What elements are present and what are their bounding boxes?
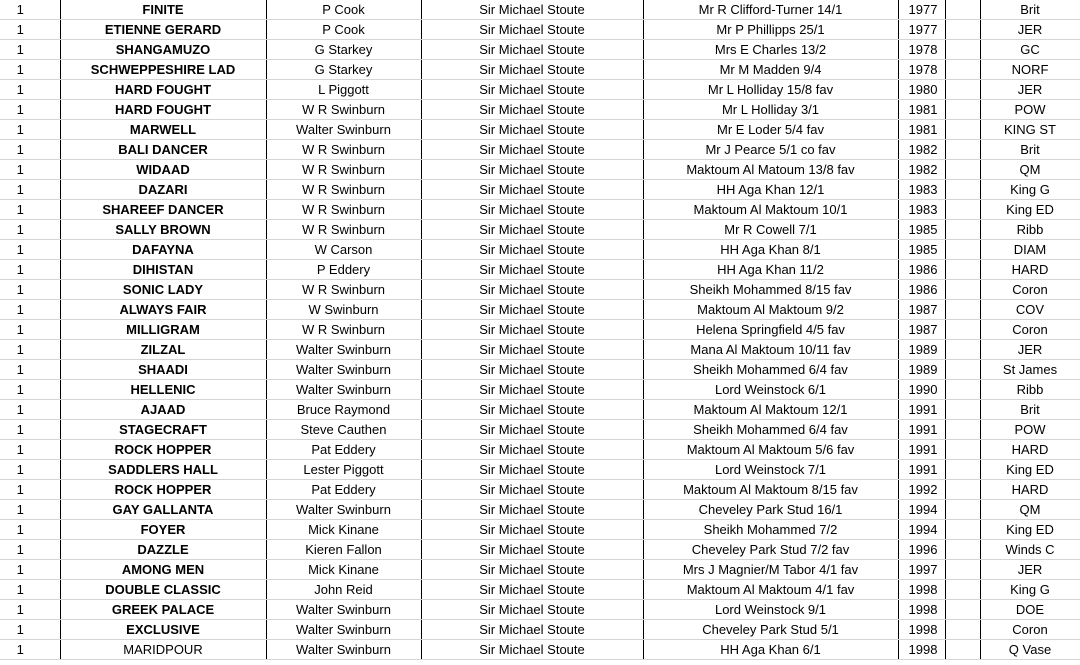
empty-cell[interactable] <box>945 120 980 140</box>
position-cell[interactable]: 1 <box>0 80 60 100</box>
jockey-cell[interactable]: W Swinburn <box>266 300 421 320</box>
table-row <box>0 80 1080 100</box>
owner-odds-cell[interactable]: Maktoum Al Maktoum 4/1 fav <box>643 580 898 600</box>
race-cell[interactable]: KING ST <box>980 120 1080 140</box>
position-cell[interactable]: 1 <box>0 380 60 400</box>
table-row <box>0 520 1080 540</box>
horse-cell[interactable]: SHANGAMUZO <box>60 40 266 60</box>
table-row <box>0 100 1080 120</box>
horse-cell[interactable]: DAFAYNA <box>60 240 266 260</box>
trainer-cell[interactable]: Sir Michael Stoute <box>421 620 643 640</box>
jockey-cell[interactable]: W R Swinburn <box>266 200 421 220</box>
owner-odds-cell[interactable]: Mr L Holliday 3/1 <box>643 100 898 120</box>
owner-odds-cell[interactable]: HH Aga Khan 6/1 <box>643 640 898 660</box>
trainer-cell[interactable]: Sir Michael Stoute <box>421 120 643 140</box>
trainer-cell[interactable]: Sir Michael Stoute <box>421 60 643 80</box>
empty-cell[interactable] <box>945 180 980 200</box>
horse-cell[interactable]: SCHWEPPESHIRE LAD <box>60 60 266 80</box>
jockey-cell[interactable]: John Reid <box>266 580 421 600</box>
jockey-cell[interactable]: W R Swinburn <box>266 320 421 340</box>
owner-odds-cell[interactable]: Sheikh Mohammed 7/2 <box>643 520 898 540</box>
empty-cell[interactable] <box>945 460 980 480</box>
empty-cell[interactable] <box>945 240 980 260</box>
table-row <box>0 400 1080 420</box>
year-cell[interactable]: 1991 <box>898 420 945 440</box>
horse-cell[interactable]: ROCK HOPPER <box>60 440 266 460</box>
owner-odds-cell[interactable]: Mrs E Charles 13/2 <box>643 40 898 60</box>
horse-cell[interactable]: MILLIGRAM <box>60 320 266 340</box>
table-row <box>0 560 1080 580</box>
empty-cell[interactable] <box>945 100 980 120</box>
owner-odds-cell[interactable]: Mr L Holliday 15/8 fav <box>643 80 898 100</box>
trainer-cell[interactable]: Sir Michael Stoute <box>421 20 643 40</box>
empty-cell[interactable] <box>945 480 980 500</box>
horse-cell[interactable]: HELLENIC <box>60 380 266 400</box>
owner-odds-cell[interactable]: Mana Al Maktoum 10/11 fav <box>643 340 898 360</box>
race-cell[interactable]: Coron <box>980 620 1080 640</box>
position-cell[interactable]: 1 <box>0 100 60 120</box>
trainer-cell[interactable]: Sir Michael Stoute <box>421 0 643 20</box>
table-row <box>0 300 1080 320</box>
table-row <box>0 240 1080 260</box>
position-cell[interactable]: 1 <box>0 200 60 220</box>
year-cell[interactable]: 1983 <box>898 180 945 200</box>
race-cell[interactable]: DIAM <box>980 240 1080 260</box>
owner-odds-cell[interactable]: HH Aga Khan 8/1 <box>643 240 898 260</box>
horse-cell[interactable]: SADDLERS HALL <box>60 460 266 480</box>
race-cell[interactable]: King ED <box>980 200 1080 220</box>
empty-cell[interactable] <box>945 640 980 660</box>
position-cell[interactable]: 1 <box>0 340 60 360</box>
owner-odds-cell[interactable]: Sheikh Mohammed 8/15 fav <box>643 280 898 300</box>
trainer-cell[interactable]: Sir Michael Stoute <box>421 100 643 120</box>
race-cell[interactable]: QM <box>980 500 1080 520</box>
jockey-cell[interactable]: Walter Swinburn <box>266 380 421 400</box>
position-cell[interactable]: 1 <box>0 640 60 660</box>
horse-cell[interactable]: ETIENNE GERARD <box>60 20 266 40</box>
table-row <box>0 620 1080 640</box>
horse-cell[interactable]: MARIDPOUR <box>60 640 266 660</box>
year-cell[interactable]: 1983 <box>898 200 945 220</box>
position-cell[interactable]: 1 <box>0 520 60 540</box>
year-cell[interactable]: 1981 <box>898 120 945 140</box>
position-cell[interactable]: 1 <box>0 160 60 180</box>
trainer-cell[interactable]: Sir Michael Stoute <box>421 540 643 560</box>
table-row <box>0 380 1080 400</box>
owner-odds-cell[interactable]: Lord Weinstock 7/1 <box>643 460 898 480</box>
owner-odds-cell[interactable]: Mr P Phillipps 25/1 <box>643 20 898 40</box>
trainer-cell[interactable]: Sir Michael Stoute <box>421 640 643 660</box>
empty-cell[interactable] <box>945 20 980 40</box>
year-cell[interactable]: 1998 <box>898 640 945 660</box>
year-cell[interactable]: 1991 <box>898 460 945 480</box>
year-cell[interactable]: 1997 <box>898 560 945 580</box>
position-cell[interactable]: 1 <box>0 40 60 60</box>
empty-cell[interactable] <box>945 320 980 340</box>
year-cell[interactable]: 1981 <box>898 100 945 120</box>
year-cell[interactable]: 1985 <box>898 240 945 260</box>
table-row <box>0 60 1080 80</box>
owner-odds-cell[interactable]: Helena Springfield 4/5 fav <box>643 320 898 340</box>
year-cell[interactable]: 1982 <box>898 160 945 180</box>
owner-odds-cell[interactable]: Mr E Loder 5/4 fav <box>643 120 898 140</box>
jockey-cell[interactable]: Walter Swinburn <box>266 640 421 660</box>
jockey-cell[interactable]: Mick Kinane <box>266 560 421 580</box>
owner-odds-cell[interactable]: Maktoum Al Maktoum 12/1 <box>643 400 898 420</box>
race-cell[interactable]: JER <box>980 20 1080 40</box>
jockey-cell[interactable]: W R Swinburn <box>266 100 421 120</box>
table-row <box>0 640 1080 660</box>
horse-cell[interactable]: FOYER <box>60 520 266 540</box>
race-cell[interactable]: QM <box>980 160 1080 180</box>
year-cell[interactable]: 1977 <box>898 0 945 20</box>
empty-cell[interactable] <box>945 520 980 540</box>
race-cell[interactable]: Ribb <box>980 380 1080 400</box>
horse-cell[interactable]: DIHISTAN <box>60 260 266 280</box>
horse-cell[interactable]: ZILZAL <box>60 340 266 360</box>
position-cell[interactable]: 1 <box>0 120 60 140</box>
table-row <box>0 200 1080 220</box>
position-cell[interactable]: 1 <box>0 60 60 80</box>
race-cell[interactable]: NORF <box>980 60 1080 80</box>
race-cell[interactable]: COV <box>980 300 1080 320</box>
table-row <box>0 40 1080 60</box>
trainer-cell[interactable]: Sir Michael Stoute <box>421 240 643 260</box>
owner-odds-cell[interactable]: Mr R Clifford-Turner 14/1 <box>643 0 898 20</box>
owner-odds-cell[interactable]: Lord Weinstock 9/1 <box>643 600 898 620</box>
jockey-cell[interactable]: W R Swinburn <box>266 160 421 180</box>
trainer-cell[interactable]: Sir Michael Stoute <box>421 260 643 280</box>
trainer-cell[interactable]: Sir Michael Stoute <box>421 500 643 520</box>
horse-cell[interactable]: BALI DANCER <box>60 140 266 160</box>
trainer-cell[interactable]: Sir Michael Stoute <box>421 220 643 240</box>
trainer-cell[interactable]: Sir Michael Stoute <box>421 340 643 360</box>
table-row <box>0 540 1080 560</box>
year-cell[interactable]: 1987 <box>898 300 945 320</box>
table-row <box>0 180 1080 200</box>
owner-odds-cell[interactable]: Mrs J Magnier/M Tabor 4/1 fav <box>643 560 898 580</box>
horse-cell[interactable]: DAZARI <box>60 180 266 200</box>
year-cell[interactable]: 1978 <box>898 60 945 80</box>
trainer-cell[interactable]: Sir Michael Stoute <box>421 580 643 600</box>
horse-cell[interactable]: GAY GALLANTA <box>60 500 266 520</box>
trainer-cell[interactable]: Sir Michael Stoute <box>421 440 643 460</box>
jockey-cell[interactable]: Walter Swinburn <box>266 620 421 640</box>
empty-cell[interactable] <box>945 260 980 280</box>
year-cell[interactable]: 1994 <box>898 520 945 540</box>
owner-odds-cell[interactable]: Cheveley Park Stud 7/2 fav <box>643 540 898 560</box>
position-cell[interactable]: 1 <box>0 140 60 160</box>
year-cell[interactable]: 1977 <box>898 20 945 40</box>
jockey-cell[interactable]: Mick Kinane <box>266 520 421 540</box>
trainer-cell[interactable]: Sir Michael Stoute <box>421 460 643 480</box>
trainer-cell[interactable]: Sir Michael Stoute <box>421 380 643 400</box>
trainer-cell[interactable]: Sir Michael Stoute <box>421 140 643 160</box>
trainer-cell[interactable]: Sir Michael Stoute <box>421 280 643 300</box>
year-cell[interactable]: 1986 <box>898 260 945 280</box>
table-row <box>0 320 1080 340</box>
position-cell[interactable]: 1 <box>0 280 60 300</box>
jockey-cell[interactable]: Pat Eddery <box>266 440 421 460</box>
empty-cell[interactable] <box>945 80 980 100</box>
race-cell[interactable]: Brit <box>980 140 1080 160</box>
empty-cell[interactable] <box>945 440 980 460</box>
jockey-cell[interactable]: Walter Swinburn <box>266 360 421 380</box>
race-cell[interactable]: POW <box>980 100 1080 120</box>
position-cell[interactable]: 1 <box>0 600 60 620</box>
table-row <box>0 20 1080 40</box>
race-cell[interactable]: JER <box>980 560 1080 580</box>
race-cell[interactable]: King G <box>980 580 1080 600</box>
year-cell[interactable]: 1989 <box>898 360 945 380</box>
trainer-cell[interactable]: Sir Michael Stoute <box>421 200 643 220</box>
owner-odds-cell[interactable]: Cheveley Park Stud 16/1 <box>643 500 898 520</box>
jockey-cell[interactable]: Pat Eddery <box>266 480 421 500</box>
year-cell[interactable]: 1998 <box>898 620 945 640</box>
race-cell[interactable]: Ribb <box>980 220 1080 240</box>
year-cell[interactable]: 1990 <box>898 380 945 400</box>
owner-odds-cell[interactable]: Mr M Madden 9/4 <box>643 60 898 80</box>
trainer-cell[interactable]: Sir Michael Stoute <box>421 320 643 340</box>
owner-odds-cell[interactable]: Maktoum Al Matoum 13/8 fav <box>643 160 898 180</box>
horse-cell[interactable]: ROCK HOPPER <box>60 480 266 500</box>
position-cell[interactable]: 1 <box>0 20 60 40</box>
empty-cell[interactable] <box>945 300 980 320</box>
year-cell[interactable]: 1991 <box>898 440 945 460</box>
race-cell[interactable]: Coron <box>980 320 1080 340</box>
position-cell[interactable]: 1 <box>0 0 60 20</box>
position-cell[interactable]: 1 <box>0 620 60 640</box>
jockey-cell[interactable]: W R Swinburn <box>266 140 421 160</box>
table-row <box>0 440 1080 460</box>
empty-cell[interactable] <box>945 60 980 80</box>
horse-cell[interactable]: ALWAYS FAIR <box>60 300 266 320</box>
owner-odds-cell[interactable]: Mr J Pearce 5/1 co fav <box>643 140 898 160</box>
trainer-cell[interactable]: Sir Michael Stoute <box>421 420 643 440</box>
owner-odds-cell[interactable]: Maktoum Al Maktoum 8/15 fav <box>643 480 898 500</box>
jockey-cell[interactable]: Walter Swinburn <box>266 340 421 360</box>
empty-cell[interactable] <box>945 40 980 60</box>
jockey-cell[interactable]: W Carson <box>266 240 421 260</box>
jockey-cell[interactable]: P Eddery <box>266 260 421 280</box>
position-cell[interactable]: 1 <box>0 180 60 200</box>
race-cell[interactable]: St James <box>980 360 1080 380</box>
horse-cell[interactable]: HARD FOUGHT <box>60 100 266 120</box>
horse-cell[interactable]: SHAADI <box>60 360 266 380</box>
table-row <box>0 360 1080 380</box>
owner-odds-cell[interactable]: Cheveley Park Stud 5/1 <box>643 620 898 640</box>
horse-cell[interactable]: DOUBLE CLASSIC <box>60 580 266 600</box>
race-cell[interactable]: GC <box>980 40 1080 60</box>
horse-cell[interactable]: FINITE <box>60 0 266 20</box>
trainer-cell[interactable]: Sir Michael Stoute <box>421 560 643 580</box>
year-cell[interactable]: 1982 <box>898 140 945 160</box>
empty-cell[interactable] <box>945 500 980 520</box>
jockey-cell[interactable]: Steve Cauthen <box>266 420 421 440</box>
year-cell[interactable]: 1980 <box>898 80 945 100</box>
table-row <box>0 120 1080 140</box>
jockey-cell[interactable]: Kieren Fallon <box>266 540 421 560</box>
year-cell[interactable]: 1994 <box>898 500 945 520</box>
race-cell[interactable]: HARD <box>980 260 1080 280</box>
jockey-cell[interactable]: P Cook <box>266 20 421 40</box>
position-cell[interactable]: 1 <box>0 540 60 560</box>
position-cell[interactable]: 1 <box>0 440 60 460</box>
position-cell[interactable]: 1 <box>0 420 60 440</box>
horse-cell[interactable]: DAZZLE <box>60 540 266 560</box>
empty-cell[interactable] <box>945 360 980 380</box>
trainer-cell[interactable]: Sir Michael Stoute <box>421 160 643 180</box>
trainer-cell[interactable]: Sir Michael Stoute <box>421 180 643 200</box>
jockey-cell[interactable]: Walter Swinburn <box>266 120 421 140</box>
horse-cell[interactable]: SHAREEF DANCER <box>60 200 266 220</box>
year-cell[interactable]: 1992 <box>898 480 945 500</box>
table-row <box>0 600 1080 620</box>
trainer-cell[interactable]: Sir Michael Stoute <box>421 300 643 320</box>
empty-cell[interactable] <box>945 420 980 440</box>
table-row <box>0 260 1080 280</box>
table-row <box>0 580 1080 600</box>
race-cell[interactable]: King ED <box>980 520 1080 540</box>
owner-odds-cell[interactable]: Maktoum Al Maktoum 10/1 <box>643 200 898 220</box>
table-row <box>0 220 1080 240</box>
horse-cell[interactable]: EXCLUSIVE <box>60 620 266 640</box>
position-cell[interactable]: 1 <box>0 260 60 280</box>
empty-cell[interactable] <box>945 160 980 180</box>
trainer-cell[interactable]: Sir Michael Stoute <box>421 520 643 540</box>
year-cell[interactable]: 1986 <box>898 280 945 300</box>
trainer-cell[interactable]: Sir Michael Stoute <box>421 40 643 60</box>
horse-cell[interactable]: HARD FOUGHT <box>60 80 266 100</box>
horse-cell[interactable]: GREEK PALACE <box>60 600 266 620</box>
owner-odds-cell[interactable]: Mr R Cowell 7/1 <box>643 220 898 240</box>
empty-cell[interactable] <box>945 220 980 240</box>
jockey-cell[interactable]: Walter Swinburn <box>266 500 421 520</box>
jockey-cell[interactable]: W R Swinburn <box>266 280 421 300</box>
year-cell[interactable]: 1998 <box>898 600 945 620</box>
jockey-cell[interactable]: W R Swinburn <box>266 180 421 200</box>
race-cell[interactable]: DOE <box>980 600 1080 620</box>
jockey-cell[interactable]: W R Swinburn <box>266 220 421 240</box>
race-cell[interactable]: POW <box>980 420 1080 440</box>
race-cell[interactable]: King G <box>980 180 1080 200</box>
empty-cell[interactable] <box>945 0 980 20</box>
owner-odds-cell[interactable]: Sheikh Mohammed 6/4 fav <box>643 360 898 380</box>
owner-odds-cell[interactable]: Maktoum Al Maktoum 5/6 fav <box>643 440 898 460</box>
jockey-cell[interactable]: Bruce Raymond <box>266 400 421 420</box>
trainer-cell[interactable]: Sir Michael Stoute <box>421 80 643 100</box>
position-cell[interactable]: 1 <box>0 400 60 420</box>
empty-cell[interactable] <box>945 140 980 160</box>
race-cell[interactable]: Winds C <box>980 540 1080 560</box>
trainer-cell[interactable]: Sir Michael Stoute <box>421 400 643 420</box>
race-cell[interactable]: Brit <box>980 400 1080 420</box>
race-cell[interactable]: Brit <box>980 0 1080 20</box>
position-cell[interactable]: 1 <box>0 360 60 380</box>
empty-cell[interactable] <box>945 200 980 220</box>
position-cell[interactable]: 1 <box>0 320 60 340</box>
year-cell[interactable]: 1987 <box>898 320 945 340</box>
empty-cell[interactable] <box>945 620 980 640</box>
jockey-cell[interactable]: G Starkey <box>266 60 421 80</box>
position-cell[interactable]: 1 <box>0 500 60 520</box>
year-cell[interactable]: 1989 <box>898 340 945 360</box>
race-cell[interactable]: King ED <box>980 460 1080 480</box>
empty-cell[interactable] <box>945 280 980 300</box>
empty-cell[interactable] <box>945 560 980 580</box>
position-cell[interactable]: 1 <box>0 300 60 320</box>
race-cell[interactable]: Q Vase <box>980 640 1080 660</box>
table-row <box>0 340 1080 360</box>
jockey-cell[interactable]: Walter Swinburn <box>266 600 421 620</box>
race-cell[interactable]: HARD <box>980 440 1080 460</box>
year-cell[interactable]: 1998 <box>898 580 945 600</box>
horse-cell[interactable]: SONIC LADY <box>60 280 266 300</box>
horse-cell[interactable]: SALLY BROWN <box>60 220 266 240</box>
race-cell[interactable]: Coron <box>980 280 1080 300</box>
horse-cell[interactable]: STAGECRAFT <box>60 420 266 440</box>
empty-cell[interactable] <box>945 580 980 600</box>
owner-odds-cell[interactable]: Maktoum Al Maktoum 9/2 <box>643 300 898 320</box>
year-cell[interactable]: 1978 <box>898 40 945 60</box>
position-cell[interactable]: 1 <box>0 580 60 600</box>
table-row <box>0 280 1080 300</box>
empty-cell[interactable] <box>945 400 980 420</box>
year-cell[interactable]: 1985 <box>898 220 945 240</box>
table-row <box>0 500 1080 520</box>
empty-cell[interactable] <box>945 380 980 400</box>
owner-odds-cell[interactable]: HH Aga Khan 11/2 <box>643 260 898 280</box>
horse-cell[interactable]: AJAAD <box>60 400 266 420</box>
race-cell[interactable]: JER <box>980 340 1080 360</box>
jockey-cell[interactable]: L Piggott <box>266 80 421 100</box>
table-row <box>0 480 1080 500</box>
position-cell[interactable]: 1 <box>0 480 60 500</box>
jockey-cell[interactable]: Lester Piggott <box>266 460 421 480</box>
horse-cell[interactable]: AMONG MEN <box>60 560 266 580</box>
table-row <box>0 140 1080 160</box>
table-row <box>0 460 1080 480</box>
horse-cell[interactable]: MARWELL <box>60 120 266 140</box>
table-row <box>0 420 1080 440</box>
race-cell[interactable]: JER <box>980 80 1080 100</box>
jockey-cell[interactable]: G Starkey <box>266 40 421 60</box>
horse-cell[interactable]: WIDAAD <box>60 160 266 180</box>
jockey-cell[interactable]: P Cook <box>266 0 421 20</box>
trainer-cell[interactable]: Sir Michael Stoute <box>421 360 643 380</box>
empty-cell[interactable] <box>945 340 980 360</box>
table-row <box>0 160 1080 180</box>
table-row <box>0 0 1080 20</box>
position-cell[interactable]: 1 <box>0 240 60 260</box>
owner-odds-cell[interactable]: Lord Weinstock 6/1 <box>643 380 898 400</box>
owner-odds-cell[interactable]: HH Aga Khan 12/1 <box>643 180 898 200</box>
empty-cell[interactable] <box>945 600 980 620</box>
trainer-cell[interactable]: Sir Michael Stoute <box>421 480 643 500</box>
race-cell[interactable]: HARD <box>980 480 1080 500</box>
owner-odds-cell[interactable]: Sheikh Mohammed 6/4 fav <box>643 420 898 440</box>
position-cell[interactable]: 1 <box>0 220 60 240</box>
trainer-cell[interactable]: Sir Michael Stoute <box>421 600 643 620</box>
year-cell[interactable]: 1996 <box>898 540 945 560</box>
empty-cell[interactable] <box>945 540 980 560</box>
position-cell[interactable]: 1 <box>0 460 60 480</box>
year-cell[interactable]: 1991 <box>898 400 945 420</box>
position-cell[interactable]: 1 <box>0 560 60 580</box>
